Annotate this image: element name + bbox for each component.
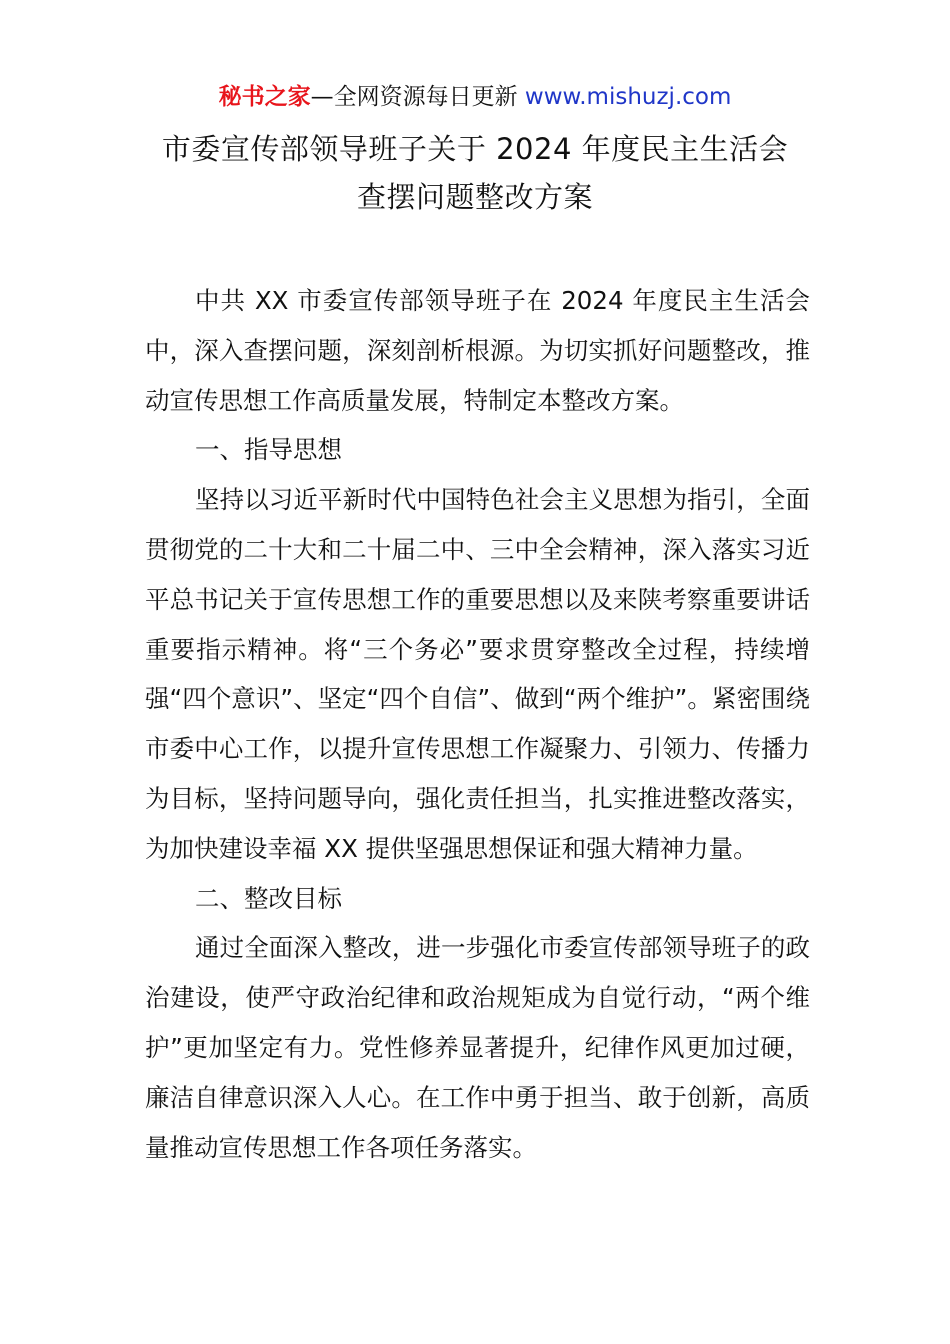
site-slogan: —全网资源每日更新 (310, 84, 525, 110)
site-header (0, 80, 950, 114)
site-name: 秘书之家 (218, 84, 311, 110)
document-body (145, 276, 810, 1172)
intro-paragraph: 中共 XX 市委宣传部领导班子在 2024 年度民主生活会中，深入查摆问题，深刻剖析根源。为切实抓好问题整改，推动宣传思想工作高质量发展，特制定本整改方案。 (145, 286, 810, 415)
section-body-guiding-thought: 坚持以习近平新时代中国特色社会主义思想为指引，全面贯彻党的二十大和二十届二中、三中全会精神，深入落实习近平总书记关于宣传思想工作的重要思想以及来陕考察重要讲话重要指示精神。将“三个务必”要求贯穿整改全过程，持续增强“四个意识”、坚定“四个自信”、做到“两个维护”。紧密围绕市委中心工作，以提升宣传思想工作凝聚力、引领力、传播力为目标，坚持问题导向，强化责任担当，扎实推进整改落实，为加快建设幸福 XX 提供坚强思想保证和强大精神力量。 (145, 485, 810, 863)
section-heading-guiding-thought: 一、指导思想 (195, 435, 342, 465)
document-title-line-1: 市委宣传部领导班子关于 2024 年度民主生活会 (161, 132, 789, 166)
document-title-line-2: 查摆问题整改方案 (356, 180, 593, 214)
section-body-rectification-goals: 通过全面深入整改，进一步强化市委宣传部领导班子的政治建设，使严守政治纪律和政治规矩成为自觉行动，“两个维护”更加坚定有力。党性修养显著提升，纪律作风更加过硬，廉洁自律意识深入人心。在工作中勇于担当、敢于创新，高质量推动宣传思想工作各项任务落实。 (145, 933, 810, 1162)
section-heading-rectification-goals: 二、整改目标 (195, 883, 342, 913)
site-url-link[interactable]: www.mishuzj.com (524, 84, 732, 110)
